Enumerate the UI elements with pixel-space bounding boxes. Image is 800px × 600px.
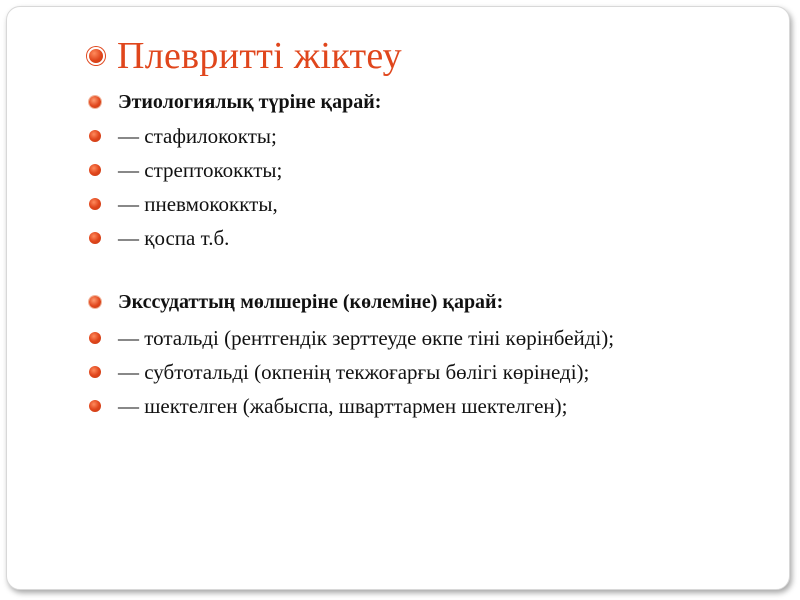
- list-item-text: — стафилококты;: [118, 124, 277, 148]
- bullet-icon: [89, 198, 101, 210]
- list-item-text: — қоспа т.б.: [118, 226, 230, 250]
- slide-content: [85, 31, 765, 419]
- bullet-icon: [89, 130, 101, 142]
- list-item: [85, 191, 765, 217]
- bullet-icon: [89, 366, 101, 378]
- list-item-text: — тотальді (рентгендік зерттеуде өкпе тіні көрінбейді);: [118, 326, 615, 350]
- list-item-text: — пневмококкты,: [118, 192, 278, 216]
- slide-title-row: [85, 31, 765, 81]
- list-item: [85, 157, 765, 183]
- list-item: [85, 123, 765, 149]
- section-heading-text: Этиологиялық түріне қарай:: [118, 91, 382, 113]
- list-item: [85, 225, 765, 251]
- bullet-icon: [89, 232, 101, 244]
- section-heading-text: Экссудаттың мөлшеріне (көлеміне) қарай:: [118, 291, 504, 313]
- section-heading-etiology: [85, 89, 765, 115]
- bullet-icon: [89, 164, 101, 176]
- section-heading-volume: [85, 289, 765, 315]
- bullet-icon: [89, 96, 101, 108]
- title-bullet-icon: [87, 47, 105, 65]
- list-item-text: — шектелген (жабыспа, шварттармен шектелген);: [118, 394, 568, 418]
- list-item: [85, 325, 765, 351]
- bullet-icon: [89, 332, 101, 344]
- list-item: [85, 393, 765, 419]
- list-item-text: — стрептококкты;: [118, 158, 283, 182]
- list-item-text: — субтотальді (окпенің текжоғарғы бөлігі көрінеді);: [118, 360, 590, 384]
- list-item: [85, 359, 765, 385]
- slide-frame: [6, 6, 790, 590]
- slide-title: Плевритті жіктеу: [117, 35, 402, 77]
- bullet-icon: [89, 296, 101, 308]
- bullet-icon: [89, 400, 101, 412]
